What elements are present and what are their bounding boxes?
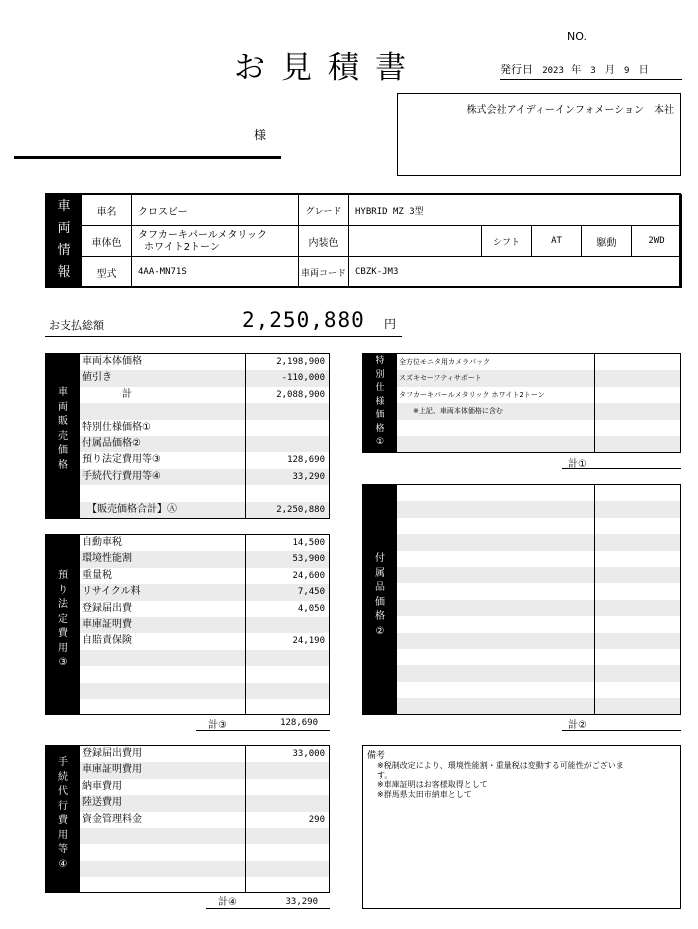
row-value — [594, 600, 680, 616]
proc-total: 33,290 — [285, 897, 318, 907]
row-value — [245, 485, 329, 501]
issue-hi: 日 — [638, 65, 649, 76]
row-value: 24,190 — [245, 633, 329, 649]
row-value — [245, 861, 329, 877]
drive-label: 駆動 — [582, 226, 632, 257]
row-label: 自動車税 — [82, 537, 122, 548]
row-value — [594, 534, 680, 550]
table-row — [80, 502, 329, 518]
row-value: 2,250,880 — [245, 502, 329, 518]
row-label: 値引き — [82, 372, 112, 384]
proc-total-label: 計④ — [218, 897, 237, 908]
row-value — [594, 551, 680, 567]
vehicle-section-label: 車 両 情 報 — [47, 195, 81, 286]
color-label: 車体色 — [82, 226, 132, 257]
row-label: 付属品価格② — [82, 437, 141, 449]
special-total-underline — [562, 468, 681, 469]
table-row — [397, 501, 680, 517]
table-row — [80, 699, 329, 715]
row-value — [245, 779, 329, 795]
row-label — [80, 650, 245, 666]
car-name: クロスビー — [132, 195, 299, 226]
row-label: スズキセーフティサポート — [399, 374, 482, 383]
color-value-2: ホワイト2トーン — [144, 241, 220, 253]
table-row — [397, 583, 680, 599]
row-label: 特別仕様価格① — [82, 421, 151, 433]
row-value — [245, 795, 329, 811]
row-value: -110,000 — [245, 370, 329, 386]
remarks-line: す。 — [377, 770, 393, 780]
shift-value: AT — [532, 226, 582, 257]
row-value: 290 — [245, 812, 329, 828]
shift-label: シフト — [482, 226, 532, 257]
row-value — [245, 828, 329, 844]
table-row — [397, 387, 680, 403]
model-value: 4AA-MN71S — [132, 257, 299, 288]
row-label — [397, 501, 594, 517]
grade-label: グレード — [299, 195, 349, 226]
table-row — [80, 387, 329, 403]
table-row — [80, 861, 329, 877]
row-label — [397, 567, 594, 583]
row-label — [397, 633, 594, 649]
row-value — [245, 666, 329, 682]
sales-rows — [80, 354, 329, 518]
table-row — [80, 795, 329, 811]
table-row — [80, 666, 329, 682]
payment-amount: 2,250,880 — [242, 308, 365, 332]
row-value: 2,198,900 — [245, 354, 329, 370]
row-label: 登録届出費用 — [82, 748, 142, 759]
row-value — [594, 583, 680, 599]
row-value — [594, 501, 680, 517]
issue-date — [500, 61, 682, 80]
remarks-line: ※車庫証明はお客様取得として — [377, 780, 488, 790]
row-value — [245, 683, 329, 699]
row-value — [594, 354, 680, 370]
table-row — [397, 420, 680, 436]
row-value — [245, 420, 329, 436]
row-label: 預り法定費用等③ — [82, 454, 161, 466]
table-row — [80, 452, 329, 468]
vehicle-code: CBZK-JM3 — [349, 257, 682, 288]
row-value — [594, 387, 680, 403]
row-value — [594, 436, 680, 452]
row-value: 4,050 — [245, 601, 329, 617]
accessories-total-label: 計② — [568, 720, 587, 731]
table-row — [80, 779, 329, 795]
row-label — [397, 583, 594, 599]
table-row — [397, 698, 680, 714]
proc-total-underline — [206, 908, 330, 909]
table-row — [80, 812, 329, 828]
table-row — [80, 877, 329, 893]
table-row — [80, 485, 329, 501]
row-label — [80, 683, 245, 699]
row-value — [594, 370, 680, 386]
row-value — [594, 682, 680, 698]
table-row — [80, 584, 329, 600]
interior-label: 内装色 — [299, 226, 349, 257]
special-total-label: 計① — [568, 459, 587, 470]
proc-section-label: 手 続 代 行 費 用 等 ④ — [46, 746, 80, 892]
table-row — [80, 535, 329, 551]
row-value — [594, 567, 680, 583]
sales-section-label: 車 両 販 売 価 格 — [46, 354, 80, 518]
row-label: 車庫証明費用 — [82, 764, 142, 776]
table-row — [80, 633, 329, 649]
table-row — [397, 551, 680, 567]
row-value: 24,600 — [245, 568, 329, 584]
table-row — [80, 762, 329, 778]
model-label: 型式 — [82, 257, 132, 288]
table-row — [80, 420, 329, 436]
row-value — [245, 762, 329, 778]
row-value — [594, 403, 680, 419]
accessories-total-underline — [562, 730, 681, 731]
issue-year: 2023 — [542, 66, 564, 76]
row-label: リサイクル料 — [82, 586, 141, 598]
row-label — [397, 420, 594, 436]
table-row — [397, 682, 680, 698]
row-value — [594, 633, 680, 649]
remarks-label: 備考 — [367, 751, 386, 761]
row-value — [245, 403, 329, 419]
fees-total: 128,690 — [280, 718, 318, 728]
row-label — [397, 518, 594, 534]
issue-tsuki: 月 — [604, 65, 615, 76]
row-label: 自賠責保険 — [82, 635, 132, 647]
row-label: 資金管理料金 — [82, 813, 142, 825]
row-value — [594, 616, 680, 632]
table-row — [80, 469, 329, 485]
accessories-table — [362, 484, 681, 715]
table-row — [397, 436, 680, 452]
table-row — [397, 403, 680, 419]
row-label: 車両本体価格 — [82, 356, 142, 367]
fees-section-label: 預 り 法 定 費 用 ③ — [46, 535, 80, 714]
vehicle-info — [45, 193, 681, 288]
row-value: 33,290 — [245, 469, 329, 485]
recipient-line — [14, 156, 281, 159]
row-value: 33,000 — [245, 746, 329, 762]
row-label: 重量税 — [82, 569, 112, 581]
table-row — [80, 828, 329, 844]
row-label: 【販売価格合計】Ⓐ — [82, 503, 177, 515]
row-value — [245, 877, 329, 893]
table-row — [397, 633, 680, 649]
row-value: 7,450 — [245, 584, 329, 600]
row-label — [397, 616, 594, 632]
fees-rows — [80, 535, 329, 715]
row-label: 登録届出費 — [82, 602, 132, 614]
page-title: お見積書 — [234, 50, 422, 86]
payment-unit: 円 — [384, 317, 397, 331]
row-value: 14,500 — [245, 535, 329, 551]
table-row — [80, 551, 329, 567]
table-row — [80, 650, 329, 666]
row-label: ※上記、車両本体価格に含む — [399, 407, 503, 416]
row-label — [80, 485, 245, 501]
proc-fees-table — [45, 745, 330, 893]
row-label — [80, 828, 245, 844]
issue-nen: 年 — [571, 65, 582, 76]
proc-rows — [80, 746, 329, 893]
payment-underline — [45, 336, 402, 337]
row-label — [397, 649, 594, 665]
row-label: 納車費用 — [82, 780, 122, 792]
fees-total-underline — [196, 730, 330, 731]
issue-day: 9 — [624, 66, 630, 76]
issue-date-label: 発行日 — [500, 63, 533, 76]
row-value — [245, 844, 329, 860]
row-value — [594, 649, 680, 665]
row-value — [594, 698, 680, 714]
row-label: 全方位モニタ用カメラパック — [399, 358, 490, 366]
table-row — [80, 617, 329, 633]
legal-fees-table — [45, 534, 330, 715]
doc-no-label: NO. — [567, 30, 587, 43]
drive-value: 2WD — [632, 226, 682, 257]
remarks-line: ※税制改定により、環境性能割・重量税は変動する可能性がございま — [377, 761, 624, 770]
table-row — [80, 436, 329, 452]
remarks-box — [362, 745, 681, 909]
table-row — [397, 649, 680, 665]
grade-value: HYBRID MZ 3型 — [349, 195, 682, 226]
row-label: 環境性能割 — [82, 553, 132, 565]
accessories-section-label: 付 属 品 価 格 ② — [363, 485, 397, 714]
row-label — [80, 877, 245, 893]
table-row — [397, 354, 680, 370]
table-row — [397, 534, 680, 550]
row-label — [80, 699, 245, 715]
table-row — [397, 485, 680, 501]
row-label: 計 — [82, 388, 132, 400]
row-value: 2,088,900 — [245, 387, 329, 403]
row-value — [245, 436, 329, 452]
row-label — [397, 698, 594, 714]
row-value: 128,690 — [245, 452, 329, 468]
table-row — [397, 616, 680, 632]
row-value — [245, 650, 329, 666]
row-value — [594, 420, 680, 436]
vehicle-code-label: 車両コード — [299, 257, 349, 288]
remarks-line: ※群馬県太田市納車として — [377, 789, 472, 799]
row-label: 手続代行費用等④ — [82, 470, 161, 482]
table-row — [80, 370, 329, 386]
row-label — [80, 844, 245, 860]
table-row — [80, 746, 329, 762]
interior-value — [349, 226, 482, 257]
special-spec-table — [362, 353, 681, 453]
color-value-1: タフカーキパールメタリック — [138, 230, 267, 241]
row-label — [80, 403, 245, 419]
dealer-box — [397, 93, 681, 176]
row-label — [397, 485, 594, 501]
row-label — [397, 551, 594, 567]
row-label — [80, 861, 245, 877]
row-label — [397, 436, 594, 452]
accessories-rows — [397, 485, 680, 714]
row-label — [80, 666, 245, 682]
special-section-label: 特 別 仕 様 価 格 ① — [363, 354, 397, 452]
issue-month: 3 — [590, 66, 596, 76]
table-row — [397, 665, 680, 681]
table-row — [80, 683, 329, 699]
table-row — [80, 403, 329, 419]
row-label: 車庫証明費 — [82, 618, 132, 630]
row-value — [594, 665, 680, 681]
recipient-suffix: 様 — [254, 128, 267, 142]
table-row — [80, 844, 329, 860]
table-row — [397, 518, 680, 534]
table-row — [80, 601, 329, 617]
row-value — [245, 617, 329, 633]
table-row — [397, 600, 680, 616]
row-value — [245, 699, 329, 715]
payment-label: お支払総額 — [49, 319, 104, 332]
fees-total-label: 計③ — [208, 720, 227, 731]
special-rows — [397, 354, 680, 452]
row-label — [397, 682, 594, 698]
sales-price-table — [45, 353, 330, 519]
row-value — [594, 518, 680, 534]
table-row — [397, 370, 680, 386]
dealer-name: 株式会社アイディーインフォメーション 本社 — [466, 105, 674, 116]
table-row — [80, 354, 329, 370]
row-value: 53,900 — [245, 551, 329, 567]
row-label — [397, 534, 594, 550]
car-name-label: 車名 — [82, 195, 132, 226]
row-label: タフカーキパールメタリック ホワイト2トーン — [399, 390, 545, 399]
row-value — [594, 485, 680, 501]
row-label — [397, 665, 594, 681]
row-label: 陸送費用 — [82, 797, 122, 809]
table-row — [80, 568, 329, 584]
table-row — [397, 567, 680, 583]
row-label — [397, 600, 594, 616]
